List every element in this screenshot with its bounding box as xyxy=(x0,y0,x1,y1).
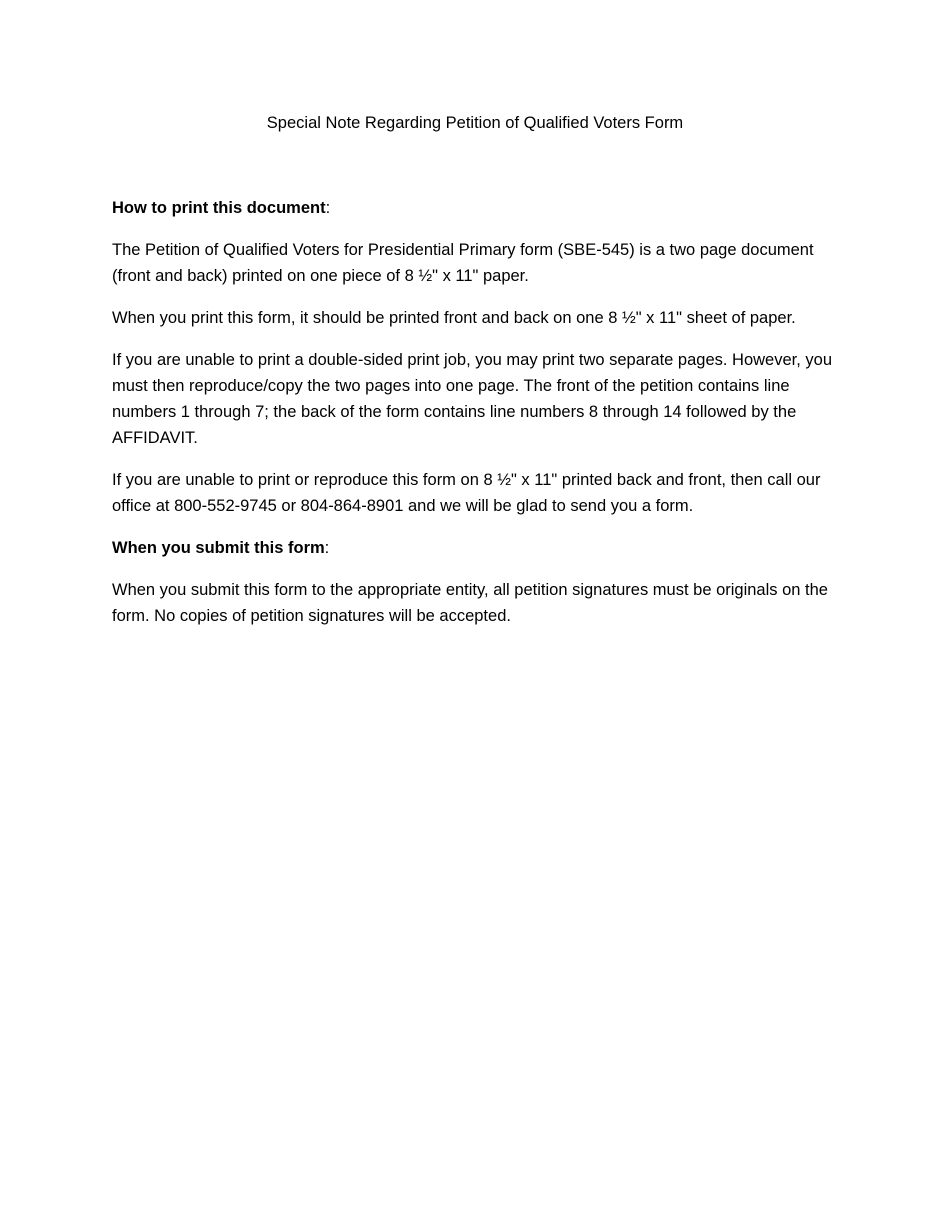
document-title: Special Note Regarding Petition of Qualified Voters Form xyxy=(266,114,684,132)
print-paragraph-double-sided: When you print this form, it should be printed front and back on one 8 ½" x 11" sheet of paper. xyxy=(112,309,796,327)
print-paragraph-separate-pages: If you are unable to print a double-sided print job, you may print two separate pages. However, you must then reproduce/copy the two pages into one page. The front of the petition contains line numbers 1 through 7; the back of the form contains line numbers 8 through 14 followed by the AFFIDAVIT. xyxy=(112,351,833,447)
print-paragraph-contact-office: If you are unable to print or reproduce this form on 8 ½" x 11" printed back and front, then call our office at 800-552-9745 or 804-864-8901 and we will be glad to send you a form. xyxy=(112,471,821,515)
section-heading-print-label: How to print this document xyxy=(112,199,326,217)
submit-paragraph-originals: When you submit this form to the appropriate entity, all petition signatures must be originals on the form. No copies of petition signatures will be accepted. xyxy=(112,581,828,625)
document-body xyxy=(112,195,844,645)
section-heading-print xyxy=(112,195,844,221)
section-heading-submit xyxy=(112,535,844,561)
section-heading-submit-colon: : xyxy=(324,539,330,557)
print-paragraph-form-description: The Petition of Qualified Voters for Presidential Primary form (SBE-545) is a two page document (front and back) printed on one piece of 8 ½" x 11" paper. xyxy=(112,241,814,285)
section-heading-submit-label: When you submit this form xyxy=(112,539,325,557)
section-heading-print-colon: : xyxy=(325,199,331,217)
